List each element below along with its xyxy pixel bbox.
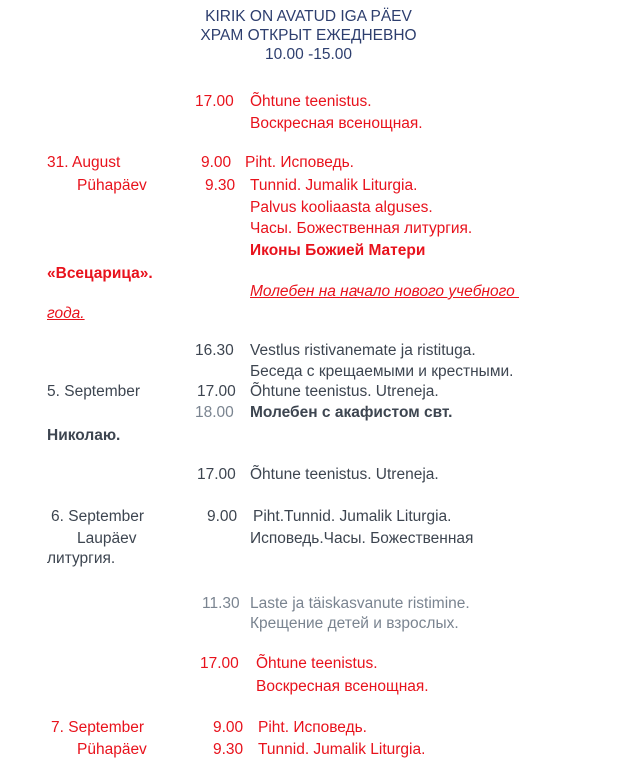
entry-text-ru: Николаю.	[47, 427, 121, 444]
entry-time: 9.30	[205, 177, 236, 194]
entry-text: Õhtune teenistus.	[250, 93, 372, 110]
entry-text: Piht. Исповедь.	[258, 719, 367, 736]
entry-time: 17.00	[195, 93, 234, 110]
entry-text-ru: литургия.	[47, 550, 116, 567]
weekday-label: Laupäev	[77, 530, 137, 547]
entry-text-ru: Молебен с акафистом свт.	[250, 404, 453, 421]
date-label: 31. August	[47, 154, 121, 171]
entry-time: 17.00	[200, 655, 239, 672]
entry-text: Palvus kooliaasta alguses.	[250, 199, 433, 216]
entry-text: Piht.Tunnid. Jumalik Liturgia.	[253, 508, 452, 525]
entry-time: 9.00	[213, 719, 244, 736]
entry-text: Õhtune teenistus. Utreneja.	[250, 466, 439, 483]
entry-time: 18.00	[195, 404, 234, 421]
weekday-label: Pühapäev	[77, 177, 147, 194]
entry-text-ru: Исповедь.Часы. Божественная	[250, 530, 474, 547]
header-line-2: ХРАМ ОТКРЫТ ЕЖЕДНЕВНО	[200, 27, 417, 44]
entry-text: Piht. Исповедь.	[245, 154, 354, 171]
entry-text: Vestlus ristivanemate ja ristituga.	[250, 342, 476, 359]
entry-text: Tunnid. Jumalik Liturgia.	[250, 177, 418, 194]
date-label: 7. September	[51, 719, 145, 736]
weekday-label: Pühapäev	[77, 741, 147, 758]
entry-text-ru: «Всецарица».	[47, 265, 153, 282]
entry-text: Laste ja täiskasvanute ristimine.	[250, 595, 470, 612]
entry-text: Õhtune teenistus.	[256, 655, 378, 672]
entry-time: 9.00	[201, 154, 232, 171]
date-label: 6. September	[51, 508, 145, 525]
entry-text-ru: года.	[47, 305, 85, 322]
entry-time: 9.30	[213, 741, 244, 758]
entry-text-ru: Беседа с крещаемыми и крестными.	[250, 363, 514, 380]
entry-time: 11.30	[202, 595, 240, 612]
entry-text: Tunnid. Jumalik Liturgia.	[258, 741, 426, 758]
date-label: 5. September	[47, 383, 141, 400]
entry-text-ru: Часы. Божественная литургия.	[250, 220, 473, 237]
entry-text-ru: Иконы Божией Матери	[250, 242, 426, 259]
header-line-1: KIRIK ON AVATUD IGA PÄEV	[205, 8, 412, 25]
entry-text-ru: Крещение детей и взрослых.	[250, 615, 459, 632]
entry-time: 9.00	[207, 508, 238, 525]
header-hours: 10.00 -15.00	[264, 46, 353, 63]
entry-text-ru: Воскресная всенощная.	[256, 678, 429, 695]
entry-text: Õhtune teenistus. Utreneja.	[250, 383, 439, 400]
entry-text-ru: Воскресная всенощная.	[250, 115, 423, 132]
entry-time: 17.00	[197, 383, 236, 400]
entry-text-ru: Молебен на начало нового учебного	[250, 283, 520, 300]
entry-time: 16.30	[195, 342, 234, 359]
entry-time: 17.00	[197, 466, 236, 483]
